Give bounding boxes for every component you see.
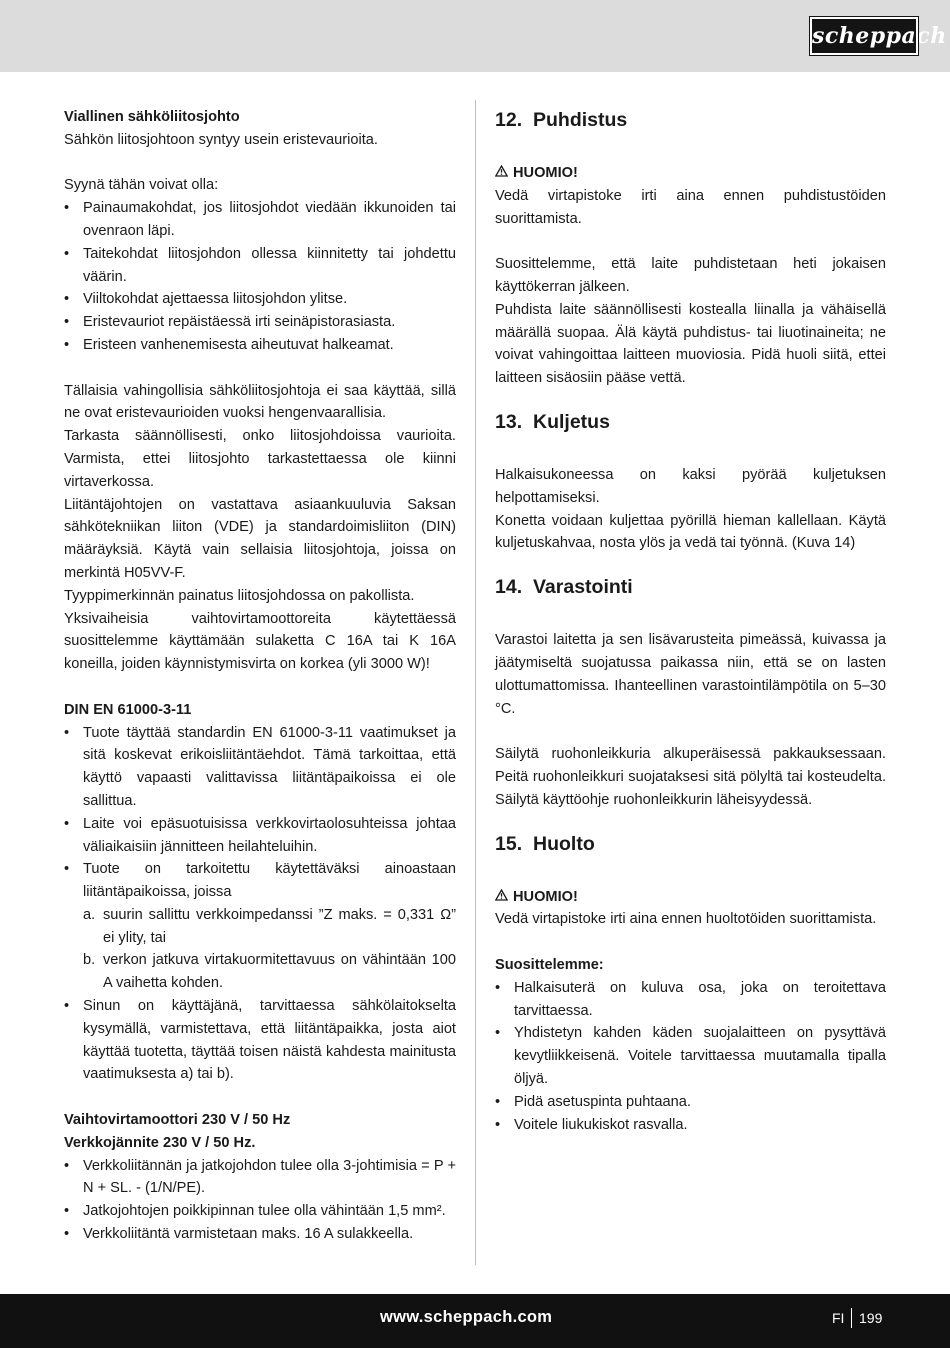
- heading-cleaning: [495, 106, 886, 134]
- sub-list-marker: b.: [83, 952, 96, 969]
- sub-list-item: [83, 949, 456, 995]
- heading-text: Puhdistus: [533, 109, 628, 131]
- list-item: • Laite voi epäsuotuisissa verkkovirtaolosuhteissa johtaa väliaikaisiin jännitteen heilahteluihin.: [64, 813, 456, 859]
- sub-list-text: verkon jatkuva virtakuormitettavuus on vähintään 100 A vaihetta kohden.: [103, 952, 456, 992]
- list-item: • Voitele liukukiskot rasvalla.: [495, 1114, 886, 1137]
- list-item: • Yhdistetyn kahden käden suojalaitteen on pysyttävä kevytliikkeisenä. Voitele tarvittaessa muutamalla tipalla öljyä.: [495, 1022, 886, 1090]
- heading-text: Huolto: [533, 832, 595, 855]
- paragraph: Tällaisia vahingollisia sähköliitosjohtoja ei saa käyttää, sillä ne ovat eristevaurioiden vuoksi hengenvaarallisia.: [64, 382, 456, 422]
- heading-number: 12.: [495, 109, 523, 131]
- column-divider: [475, 100, 476, 1265]
- list-item: • Verkkoliitäntä varmistetaan maks. 16 A sulakkeella.: [64, 1223, 456, 1246]
- paragraph: Yksivaiheisia vaihtovirtamoottoreita käytettäessä suosittelemme käyttämään sulaketta C 16A tai K 16A koneilla, joiden käynnistymisvirta on korkea (yli 3000 W)!: [64, 610, 456, 673]
- causes-list: [64, 197, 456, 357]
- sub-list-marker: a.: [83, 906, 96, 923]
- website-link[interactable]: www.scheppach.com: [380, 1308, 553, 1326]
- heading-transport: [495, 408, 886, 436]
- list-item: • Eristevauriot repäistäessä irti seinäpistorasiasta.: [64, 311, 456, 334]
- page-header: [0, 0, 950, 72]
- heading-text: Varastointi: [533, 576, 633, 599]
- din-list: [64, 722, 456, 1087]
- warning-label: [495, 162, 886, 185]
- scheppach-logo: scheppach: [810, 17, 918, 55]
- heading-number: 14.: [495, 576, 523, 599]
- page-footer: [0, 1294, 950, 1348]
- list-item: [64, 858, 456, 995]
- list-item: • Verkkoliitännän ja jatkojohdon tulee olla 3-johtimisia = P + N + SL. - (1/N/PE).: [64, 1155, 456, 1201]
- section-title-faulty-cable: Viallinen sähköliitosjohto: [64, 109, 240, 125]
- paragraph: Sähkön liitosjohtoon syntyy usein eristevaurioita.: [64, 131, 378, 148]
- left-column: [64, 106, 456, 1246]
- paragraph: Vedä virtapistoke irti aina ennen huoltotöiden suorittamista.: [495, 911, 877, 928]
- heading-number: 13.: [495, 410, 523, 433]
- heading-number: 15.: [495, 832, 523, 855]
- warning-triangle-icon: [495, 162, 508, 185]
- sub-list: [83, 904, 456, 995]
- paragraph: Suosittelemme, että laite puhdistetaan heti jokaisen käyttökerran jälkeen.: [495, 256, 886, 295]
- paragraph: Konetta voidaan kuljettaa pyörillä hieman kallellaan. Käytä kuljetuskahvaa, nosta ylös ja vedä tai työnnä. (Kuva 14): [495, 512, 886, 552]
- paragraph: Liitäntäjohtojen on vastattava asiaankuuluvia Saksan sähkötekniikan liiton (VDE) ja standardoimisliiton (DIN) määräyksiä. Käytä vain sellaisia liitosjohtoja, joissa on merkintä H05VV-F.: [64, 496, 456, 581]
- page-number: 199: [859, 1310, 883, 1326]
- list-item: • Viiltokohdat ajettaessa liitosjohdon ylitse.: [64, 288, 456, 311]
- list-item: • Jatkojohtojen poikkipinnan tulee olla vähintään 1,5 mm².: [64, 1200, 456, 1223]
- language-code: FI: [832, 1310, 845, 1326]
- warning-text: HUOMIO!: [513, 888, 578, 905]
- maintenance-list: [495, 977, 886, 1137]
- list-item: • Halkaisuterä on kuluva osa, joka on teroitettava tarvittaessa.: [495, 977, 886, 1023]
- sub-list-item: [83, 904, 456, 950]
- heading-storage: [495, 573, 886, 601]
- paragraph: Puhdista laite säännöllisesti kostealla liinalla ja vähäisellä määrällä suopaa. Älä käytä puhdistus- tai liuotinaineita; ne voivat vahingoittaa laitteen muoviosia. Pidä huoli siitä, ettei laitteen sisäosiin pääse vettä.: [495, 301, 886, 387]
- list-item: • Sinun on käyttäjänä, tarvittaessa sähkölaitokselta kysymällä, varmistettava, että liitäntäpaikka, josta aiot käyttää tuotetta, täyttää toisen näistä kahdesta mainitusta vaatimuksesta a) tai b).: [64, 995, 456, 1086]
- heading-maintenance: [495, 830, 886, 858]
- section-title-motor: Vaihtovirtamoottori 230 V / 50 Hz: [64, 1112, 291, 1129]
- footer-separator: [851, 1308, 852, 1328]
- warning-label: [495, 886, 886, 909]
- paragraph: Varastoi laitetta ja sen lisävarusteita pimeässä, kuivassa ja jäätymiseltä suojatussa paikassa niin, että se on lasten ulottumattomissa. Ihanteellinen varastointilämpötila on 5–30 °C.: [495, 632, 886, 717]
- paragraph: Tyyppimerkinnän painatus liitosjohdossa on pakollista.: [64, 587, 415, 604]
- list-item: • Pidä asetuspinta puhtaana.: [495, 1091, 886, 1114]
- paragraph: Vedä virtapistoke irti aina ennen puhdistustöiden suorittamista.: [495, 187, 886, 227]
- list-item: • Painaumakohdat, jos liitosjohdot viedään ikkunoiden tai ovenraon läpi.: [64, 197, 456, 243]
- paragraph: Tarkasta säännöllisesti, onko liitosjohdoissa vaurioita. Varmista, ettei liitosjohto tarkastettaessa ole kiinni virtaverkossa.: [64, 428, 456, 490]
- list-item-text: Tuote on tarkoitettu käytettäväksi ainoastaan liitäntäpaikoissa, joissa: [83, 861, 456, 901]
- warning-text: HUOMIO!: [513, 165, 578, 181]
- list-item: • Taitekohdat liitosjohdon ollessa kiinnitetty tai johdettu väärin.: [64, 243, 456, 289]
- paragraph: Säilytä ruohonleikkuria alkuperäisessä pakkauksessaan. Peitä ruohonleikkuri suojataksesi sitä pölyltä tai kosteudelta. Säilytä käyttöohje ruohonleikkurin läheisyydessä.: [495, 746, 886, 808]
- paragraph: Halkaisukoneessa on kaksi pyörää kuljetuksen helpottamiseksi.: [495, 466, 886, 506]
- sub-list-text: suurin sallittu verkkoimpedanssi ”Z maks. = 0,331 Ω” ei ylity, tai: [103, 906, 456, 946]
- right-column: [495, 106, 886, 1136]
- section-title-din: DIN EN 61000-3-11: [64, 701, 192, 718]
- motor-list: [64, 1155, 456, 1246]
- list-item: • Eristeen vanhenemisesta aiheutuvat halkeamat.: [64, 334, 456, 357]
- list-item: • Tuote täyttää standardin EN 61000-3-11 vaatimukset ja sitä koskevat erikoisliitäntäehdot. Tämä tarkoittaa, että käyttö vapaasti valittavissa liitäntäpaikoissa ei ole sallittua.: [64, 722, 456, 813]
- recommendations-title: Suosittelemme:: [495, 956, 604, 973]
- section-subtitle-voltage: Verkkojännite 230 V / 50 Hz.: [64, 1134, 256, 1151]
- heading-text: Kuljetus: [533, 410, 610, 433]
- warning-triangle-icon: [495, 886, 508, 909]
- paragraph: Syynä tähän voivat olla:: [64, 177, 219, 194]
